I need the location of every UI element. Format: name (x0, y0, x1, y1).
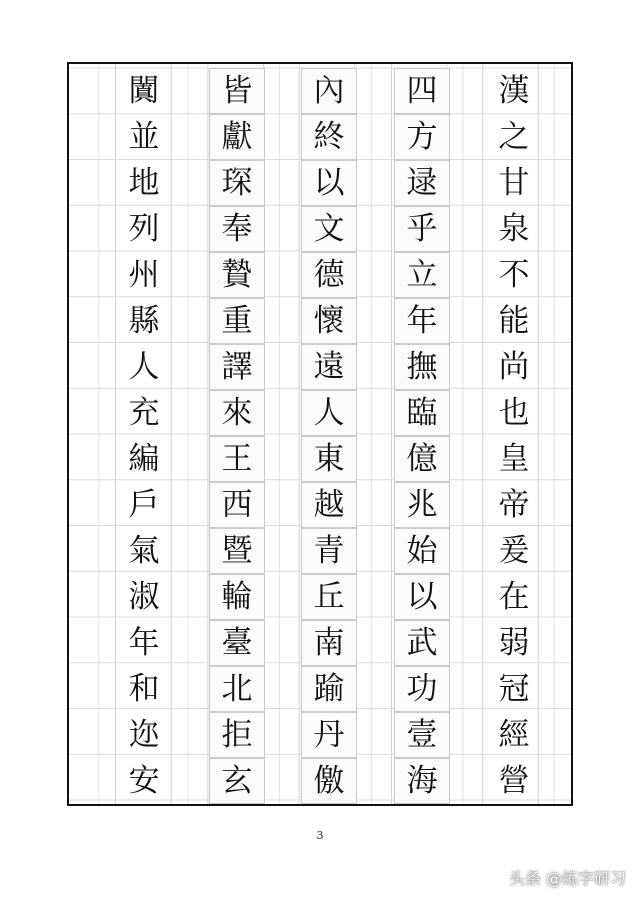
page-number: 3 (316, 829, 324, 842)
character-cell: 東 (301, 436, 357, 482)
character-cell: 琛 (209, 160, 265, 206)
character-cell: 壹 (394, 712, 450, 758)
character-cell: 北 (209, 666, 265, 712)
character-cell: 之 (498, 118, 530, 155)
character-cell: 皆 (209, 68, 265, 114)
character-cell: 贄 (209, 252, 265, 298)
character-cell: 人 (128, 348, 160, 385)
character-cell: 兆 (394, 482, 450, 528)
character-cell: 丹 (301, 712, 357, 758)
character-cell: 充 (128, 394, 160, 431)
character-cell: 漢 (498, 72, 530, 109)
character-cell: 終 (301, 114, 357, 160)
character-cell: 青 (301, 528, 357, 574)
character-cell: 始 (394, 528, 450, 574)
character-cell: 臺 (209, 620, 265, 666)
character-cell: 獻 (209, 114, 265, 160)
character-cell: 王 (209, 436, 265, 482)
character-cell: 德 (301, 252, 357, 298)
character-cell: 立 (394, 252, 450, 298)
character-cell: 人 (301, 390, 357, 436)
character-cell: 編 (128, 440, 160, 477)
character-cell: 越 (301, 482, 357, 528)
character-cell: 臨 (394, 390, 450, 436)
character-cell: 皇 (498, 440, 530, 477)
character-cell: 地 (128, 164, 160, 201)
character-cell: 以 (301, 160, 357, 206)
character-cell: 儌 (301, 758, 357, 804)
text-column (209, 68, 265, 804)
character-cell: 也 (498, 394, 530, 431)
character-cell: 甘 (498, 164, 530, 201)
character-cell: 來 (209, 390, 265, 436)
character-cell: 闐 (128, 72, 160, 109)
character-cell: 功 (394, 666, 450, 712)
character-cell: 奉 (209, 206, 265, 252)
character-cell: 四 (394, 68, 450, 114)
character-cell: 丘 (301, 574, 357, 620)
character-cell: 拒 (209, 712, 265, 758)
character-cell: 弱 (498, 624, 530, 661)
character-cell: 方 (394, 114, 450, 160)
character-cell: 暨 (209, 528, 265, 574)
character-cell: 年 (128, 624, 160, 661)
character-cell: 內 (301, 68, 357, 114)
character-cell: 年 (394, 298, 450, 344)
text-column (301, 68, 357, 804)
character-cell: 帝 (498, 486, 530, 523)
character-cell: 能 (498, 302, 530, 339)
character-cell: 武 (394, 620, 450, 666)
character-cell: 億 (394, 436, 450, 482)
character-cell: 逯 (394, 160, 450, 206)
character-cell: 經 (498, 716, 530, 753)
character-cell: 重 (209, 298, 265, 344)
character-cell: 營 (498, 762, 530, 799)
character-cell: 爰 (498, 532, 530, 569)
text-column (394, 68, 450, 804)
character-cell: 遠 (301, 344, 357, 390)
character-cell: 在 (498, 578, 530, 615)
text-column (486, 68, 542, 804)
character-cell: 列 (128, 210, 160, 247)
character-cell: 州 (128, 256, 160, 293)
character-cell: 海 (394, 758, 450, 804)
character-cell: 輪 (209, 574, 265, 620)
character-cell: 戶 (128, 486, 160, 523)
character-cell: 泉 (498, 210, 530, 247)
character-cell: 懷 (301, 298, 357, 344)
character-cell: 不 (498, 256, 530, 293)
character-cell: 玄 (209, 758, 265, 804)
character-cell: 淑 (128, 578, 160, 615)
character-cell: 譯 (209, 344, 265, 390)
character-cell: 縣 (128, 302, 160, 339)
character-cell: 文 (301, 206, 357, 252)
character-cell: 安 (128, 762, 160, 799)
character-cell: 西 (209, 482, 265, 528)
character-cell: 南 (301, 620, 357, 666)
character-cell: 和 (128, 670, 160, 707)
copybook-grid (67, 62, 573, 806)
character-cell: 撫 (394, 344, 450, 390)
character-cell: 以 (394, 574, 450, 620)
character-cell: 氣 (128, 532, 160, 569)
character-cell: 迩 (128, 716, 160, 753)
character-cell: 踰 (301, 666, 357, 712)
character-cell: 冠 (498, 670, 530, 707)
character-cell: 尚 (498, 348, 530, 385)
text-column (116, 68, 172, 804)
character-cell: 並 (128, 118, 160, 155)
character-cell: 乎 (394, 206, 450, 252)
watermark: 头条 @练字研习 (508, 869, 626, 888)
